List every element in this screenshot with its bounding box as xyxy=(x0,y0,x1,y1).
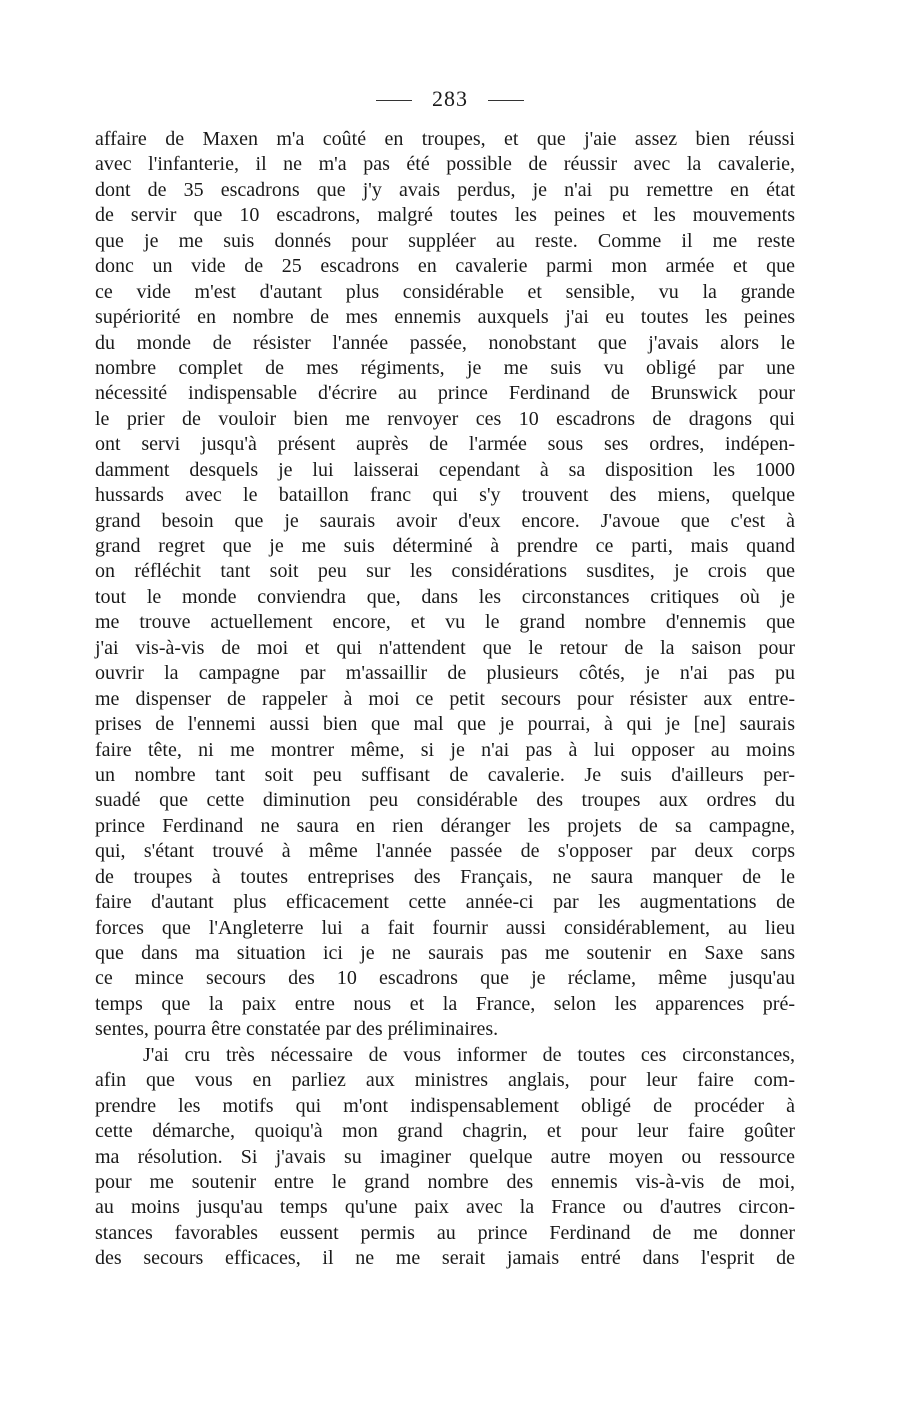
text-line: faire tête, ni me montrer même, si je n'ai pas à lui opposer au moins xyxy=(95,738,795,761)
text-line: nécessité indispensable d'écrire au prince Ferdinand de Brunswick pour xyxy=(95,382,795,405)
text-line: nombre complet de mes régiments, je me suis vu obligé par une xyxy=(95,356,795,379)
text-line: grand regret que je me suis déterminé à prendre ce parti, mais quand xyxy=(95,535,795,557)
text-line: de servir que 10 escadrons, malgré toutes les peines et les mouvements xyxy=(95,204,795,227)
text-line: damment desquels je lui laisserai cependant à sa disposition les 1000 xyxy=(95,458,795,481)
text-line: ont servi jusqu'à présent auprès de l'armée sous ses ordres, indépen- xyxy=(95,433,795,456)
text-line: le prier de vouloir bien me renvoyer ces 10 escadrons de dragons qui xyxy=(95,407,795,430)
text-line: prince Ferdinand ne saura en rien déranger les projets de sa campagne, xyxy=(95,814,795,837)
body-text xyxy=(95,127,795,1272)
header-rule-left xyxy=(376,100,412,101)
text-line: me dispenser de rappeler à moi ce petit secours pour résister aux entre- xyxy=(95,687,795,710)
text-line: faire d'autant plus efficacement cette année-ci par les augmentations de xyxy=(95,891,795,914)
text-line: ce mince secours des 10 escadrons que je réclame, même jusqu'au xyxy=(95,967,795,990)
text-line: ouvrir la campagne par m'assaillir de plusieurs côtés, je n'ai pas pu xyxy=(95,662,795,685)
paragraph-start-line: J'ai cru très nécessaire de vous informer de toutes ces circonstances, xyxy=(143,1043,795,1066)
page-header xyxy=(0,84,900,114)
text-line: temps que la paix entre nous et la France, selon les apparences pré- xyxy=(95,992,795,1015)
text-line: on réfléchit tant soit peu sur les considérations susdites, je crois que xyxy=(95,560,795,583)
text-line: avec l'infanterie, il ne m'a pas été possible de réussir avec la cavalerie, xyxy=(95,153,795,176)
text-line: j'ai vis-à-vis de moi et qui n'attendent que le retour de la saison pour xyxy=(95,636,795,659)
text-line: cette démarche, quoiqu'à mon grand chagrin, et pour leur faire goûter xyxy=(95,1120,795,1143)
text-line: tout le monde conviendra que, dans les circonstances critiques où je xyxy=(95,585,795,608)
text-line: stances favorables eussent permis au prince Ferdinand de me donner xyxy=(95,1221,795,1244)
text-line: hussards avec le bataillon franc qui s'y trouvent des miens, quelque xyxy=(95,484,795,507)
text-line: que je me suis donnés pour suppléer au reste. Comme il me reste xyxy=(95,229,795,252)
paragraph-end-line: sentes, pourra être constatée par des préliminaires. xyxy=(95,1018,499,1041)
text-line: forces que l'Angleterre lui a fait fournir aussi considérablement, au lieu xyxy=(95,916,795,939)
text-line: prises de l'ennemi aussi bien que mal que je pourrai, à qui je [ne] saurais xyxy=(95,713,795,736)
page-number: 283 xyxy=(432,86,468,111)
text-line: dont de 35 escadrons que j'y avais perdus, je n'ai pu remettre en état xyxy=(95,178,795,201)
text-line: de troupes à toutes entreprises des Français, ne saura manquer de le xyxy=(95,865,795,888)
text-line: grand besoin que je saurais avoir d'eux encore. J'avoue que c'est à xyxy=(95,509,795,532)
text-line: qui, s'étant trouvé à même l'année passée de s'opposer par deux corps xyxy=(95,840,795,863)
text-line: ce vide m'est d'autant plus considérable et sensible, vu la grande xyxy=(95,280,795,303)
text-line: supériorité en nombre de mes ennemis auxquels j'ai eu toutes les peines xyxy=(95,306,795,329)
text-line: donc un vide de 25 escadrons en cavalerie parmi mon armée et que xyxy=(95,255,795,278)
text-line: pour me soutenir entre le grand nombre des ennemis vis-à-vis de moi, xyxy=(95,1170,795,1193)
text-line: ma résolution. Si j'avais su imaginer quelque autre moyen ou ressource xyxy=(95,1145,795,1168)
text-line: affaire de Maxen m'a coûté en troupes, et que j'aie assez bien réussi xyxy=(95,128,795,150)
header-rule-right xyxy=(488,100,524,101)
text-line: des secours efficaces, il ne me serait jamais entré dans l'esprit de xyxy=(95,1247,795,1270)
text-line: que dans ma situation ici je ne saurais pas me soutenir en Saxe sans xyxy=(95,942,795,964)
text-line: suadé que cette diminution peu considérable des troupes aux ordres du xyxy=(95,789,795,812)
text-line: du monde de résister l'année passée, nonobstant que j'avais alors le xyxy=(95,331,795,354)
text-line: me trouve actuellement encore, et vu le grand nombre d'ennemis que xyxy=(95,611,795,634)
text-line: un nombre tant soit peu suffisant de cavalerie. Je suis d'ailleurs per- xyxy=(95,763,795,786)
text-line: afin que vous en parliez aux ministres anglais, pour leur faire com- xyxy=(95,1069,795,1092)
text-line: prendre les motifs qui m'ont indispensablement obligé de procéder à xyxy=(95,1094,795,1117)
text-line: au moins jusqu'au temps qu'une paix avec la France ou d'autres circon- xyxy=(95,1196,795,1219)
